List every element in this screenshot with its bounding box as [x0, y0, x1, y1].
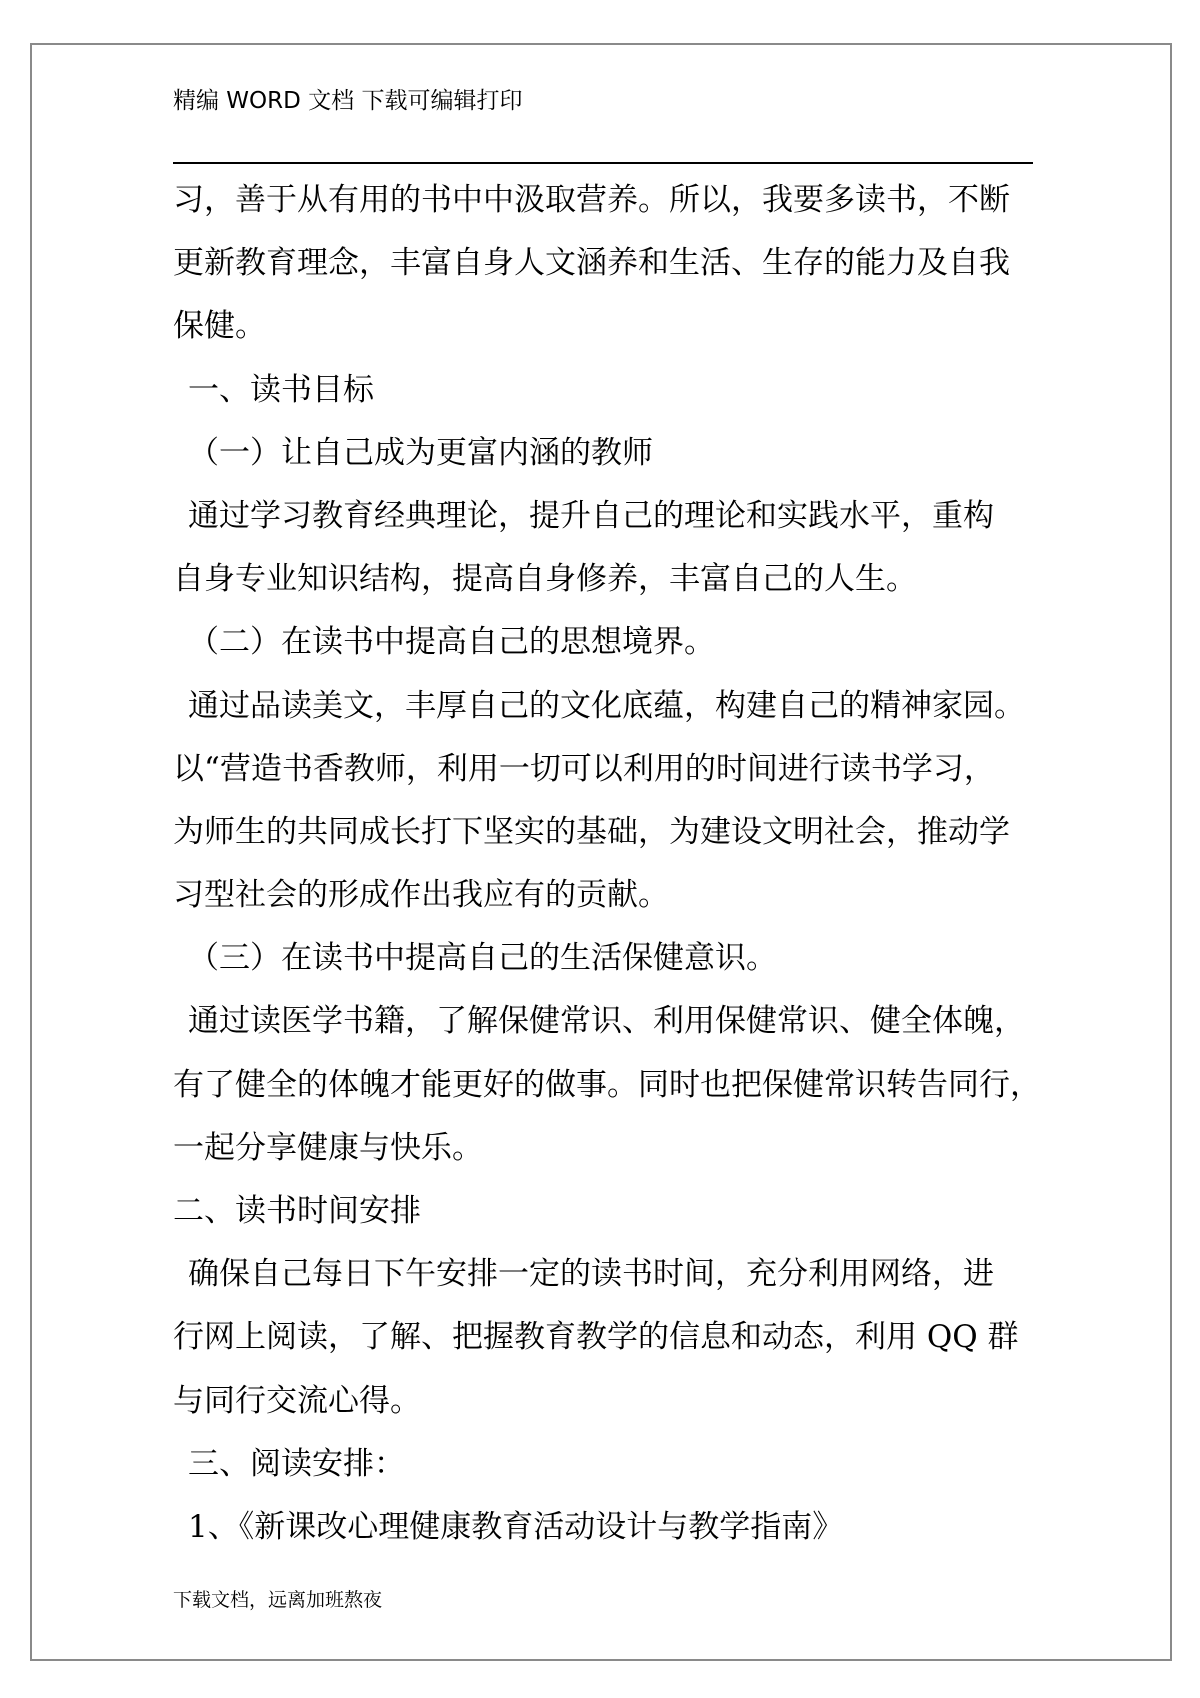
paragraph-line: 保健。	[173, 308, 266, 345]
document-footer: 下载文档，远离加班熬夜	[173, 1589, 383, 1611]
paragraph-line: 为师生的共同成长打下坚实的基础，为建设文明社会，推动学	[173, 813, 1010, 850]
paragraph-line: 通过品读美文，丰厚自己的文化底蕴，构建自己的精神家园。	[188, 687, 1025, 724]
subsection-heading: （三）在读书中提高自己的生活保健意识。	[188, 940, 777, 977]
paragraph-line: 有了健全的体魄才能更好的做事。同时也把保健常识转告同行，	[173, 1066, 1041, 1103]
paragraph-line: 通过学习教育经典理论，提升自己的理论和实践水平，重构	[188, 497, 994, 534]
subsection-heading: （二）在读书中提高自己的思想境界。	[188, 624, 715, 661]
document-body	[173, 169, 1053, 1559]
paragraph-line: 确保自己每日下午安排一定的读书时间，充分利用网络，进	[188, 1256, 994, 1293]
section-heading: 三、阅读安排：	[188, 1445, 405, 1482]
paragraph-line: 习，善于从有用的书中中汲取营养。所以，我要多读书，不断	[173, 182, 1010, 218]
paragraph-line: 更新教育理念，丰富自身人文涵养和生活、生存的能力及自我	[173, 245, 1010, 282]
subsection-heading: （一）让自己成为更富内涵的教师	[188, 434, 653, 471]
list-item: 1、《新课改心理健康教育活动设计与教学指南》	[188, 1508, 844, 1545]
document-header: 精编 WORD 文档 下载可编辑打印	[173, 88, 523, 114]
paragraph-line: 以“营造书香教师，利用一切可以利用的时间进行读书学习，	[173, 750, 995, 787]
paragraph-line: 行网上阅读，了解、把握教育教学的信息和动态，利用 QQ 群	[173, 1319, 1019, 1356]
header-divider	[173, 162, 1033, 164]
paragraph-line: 通过读医学书籍，了解保健常识、利用保健常识、健全体魄，	[188, 1003, 1025, 1040]
paragraph-line: 习型社会的形成作出我应有的贡献。	[173, 877, 669, 914]
paragraph-line: 与同行交流心得。	[173, 1382, 421, 1419]
section-heading: 二、读书时间安排	[173, 1193, 421, 1229]
paragraph-line: 自身专业知识结构，提高自身修养，丰富自己的人生。	[173, 561, 917, 598]
section-heading: 一、读书目标	[188, 371, 374, 408]
paragraph-line: 一起分享健康与快乐。	[173, 1129, 483, 1166]
